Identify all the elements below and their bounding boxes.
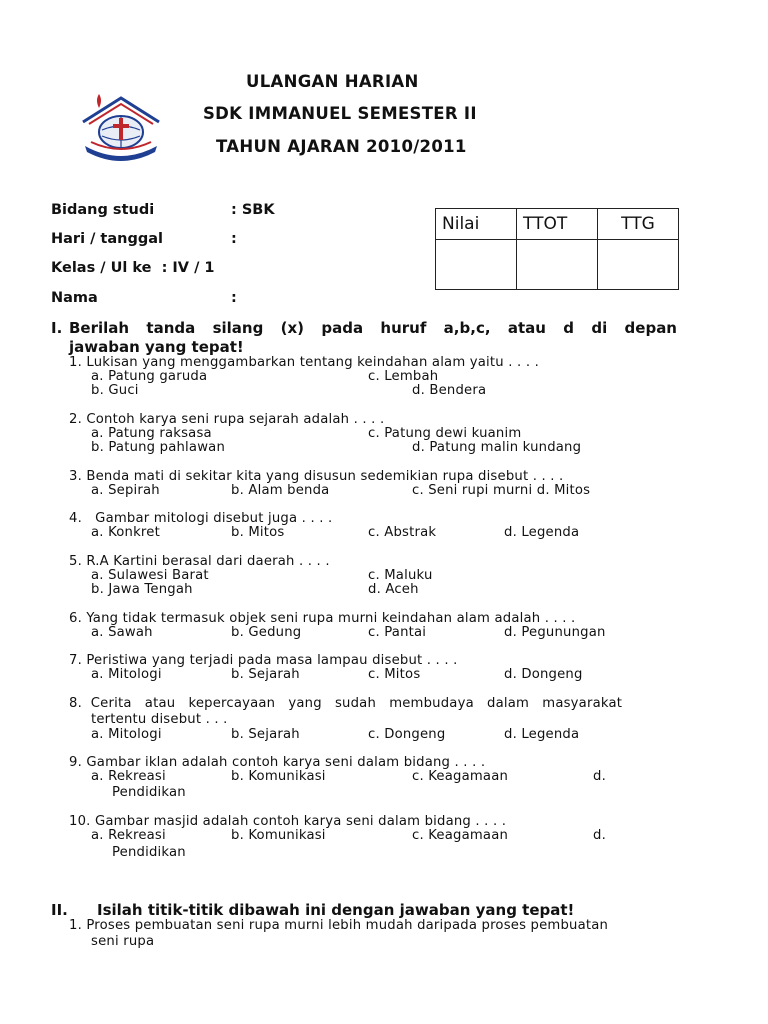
q3-option-a: a. Sepirah — [91, 483, 160, 498]
q6-option-b: b. Gedung — [231, 625, 302, 640]
kelas-line: Kelas / Ul ke : IV / 1 — [51, 260, 215, 276]
question-10: 10. Gambar masjid adalah contoh karya seni dalam bidang . . . . — [69, 814, 507, 829]
q5-option-b: b. Jawa Tengah — [91, 582, 193, 597]
q5-option-a: a. Sulawesi Barat — [91, 568, 209, 583]
section-2-question-1-line1: 1. Proses pembuatan seni rupa murni lebih mudah daripada proses pembuatan — [69, 918, 609, 933]
q9-option-b: b. Komunikasi — [231, 769, 326, 784]
q6-option-c: c. Pantai — [368, 625, 427, 640]
q9-option-a: a. Rekreasi — [91, 769, 166, 784]
q9-option-d: d. — [593, 769, 606, 784]
school-logo — [75, 92, 167, 168]
bidang-label: Bidang studi — [51, 202, 155, 218]
q6-option-d: d. Pegunungan — [504, 625, 606, 640]
score-cell-ttg[interactable] — [598, 240, 679, 290]
section-1-instruction-line1: Berilah tanda silang (x) pada huruf a,b,c, atau d di depan — [69, 319, 677, 337]
section-2-question-1-line2: seni rupa — [91, 934, 155, 949]
q8-option-b: b. Sejarah — [231, 727, 300, 742]
q1-option-b: b. Guci — [91, 383, 139, 398]
question-5: 5. R.A Kartini berasal dari daerah . . . . — [69, 554, 330, 569]
score-header-ttg: TTG — [598, 209, 679, 240]
question-8-line1: 8. Cerita atau kepercayaan yang sudah membudaya dalam masyarakat — [69, 696, 623, 711]
school-emblem-icon — [75, 92, 167, 168]
q10-option-d-cont: Pendidikan — [112, 845, 186, 860]
q10-option-b: b. Komunikasi — [231, 828, 326, 843]
question-2: 2. Contoh karya seni rupa sejarah adalah . . . . — [69, 412, 385, 427]
question-6: 6. Yang tidak termasuk objek seni rupa murni keindahan alam adalah . . . . — [69, 611, 576, 626]
question-9: 9. Gambar iklan adalah contoh karya seni dalam bidang . . . . — [69, 755, 486, 770]
question-1: 1. Lukisan yang menggambarkan tentang keindahan alam yaitu . . . . — [69, 355, 539, 370]
q5-option-c: c. Maluku — [368, 568, 433, 583]
q7-option-d: d. Dongeng — [504, 667, 583, 682]
nama-label: Nama — [51, 290, 98, 306]
q2-option-c: c. Patung dewi kuanim — [368, 426, 522, 441]
q8-option-d: d. Legenda — [504, 727, 580, 742]
section-2-instruction: Isilah titik-titik dibawah ini dengan jawaban yang tepat! — [97, 901, 575, 919]
q4-option-c: c. Abstrak — [368, 525, 437, 540]
q9-option-d-cont: Pendidikan — [112, 785, 186, 800]
q4-option-d: d. Legenda — [504, 525, 580, 540]
nama-value: : — [231, 290, 237, 306]
q10-option-d: d. — [593, 828, 606, 843]
q5-option-d: d. Aceh — [368, 582, 419, 597]
q10-option-a: a. Rekreasi — [91, 828, 166, 843]
q3-option-b: b. Alam benda — [231, 483, 330, 498]
q1-option-a: a. Patung garuda — [91, 369, 208, 384]
section-1-instruction-line2: jawaban yang tepat! — [69, 338, 244, 356]
question-7: 7. Peristiwa yang terjadi pada masa lampau disebut . . . . — [69, 653, 458, 668]
q9-option-c: c. Keagamaan — [412, 769, 509, 784]
score-table — [435, 208, 679, 290]
q2-option-b: b. Patung pahlawan — [91, 440, 226, 455]
q7-option-c: c. Mitos — [368, 667, 421, 682]
q2-option-a: a. Patung raksasa — [91, 426, 212, 441]
score-header-ttot: TTOT — [517, 209, 598, 240]
q8-option-a: a. Mitologi — [91, 727, 162, 742]
q7-option-b: b. Sejarah — [231, 667, 300, 682]
exam-title: ULANGAN HARIAN — [246, 72, 419, 91]
section-2-number: II. — [51, 901, 68, 919]
hari-value: : — [231, 231, 237, 247]
question-8-line2: tertentu disebut . . . — [91, 712, 228, 727]
hari-label: Hari / tanggal — [51, 231, 163, 247]
q4-option-a: a. Konkret — [91, 525, 160, 540]
q8-option-c: c. Dongeng — [368, 727, 446, 742]
school-name: SDK IMMANUEL SEMESTER II — [203, 104, 477, 123]
academic-year: TAHUN AJARAN 2010/2011 — [216, 137, 467, 156]
score-cell-ttot[interactable] — [517, 240, 598, 290]
q10-option-c: c. Keagamaan — [412, 828, 509, 843]
q1-option-c: c. Lembah — [368, 369, 439, 384]
section-1-number: I. — [51, 319, 63, 337]
q2-option-d: d. Patung malin kundang — [412, 440, 582, 455]
q1-option-d: d. Bendera — [412, 383, 487, 398]
q3-option-c: c. Seni rupi murni d. Mitos — [412, 483, 591, 498]
q7-option-a: a. Mitologi — [91, 667, 162, 682]
bidang-value: : SBK — [231, 202, 275, 218]
q4-option-b: b. Mitos — [231, 525, 285, 540]
score-header-nilai: Nilai — [436, 209, 517, 240]
question-3: 3. Benda mati di sekitar kita yang disusun sedemikian rupa disebut . . . . — [69, 469, 564, 484]
q6-option-a: a. Sawah — [91, 625, 153, 640]
score-cell-nilai[interactable] — [436, 240, 517, 290]
question-4: 4. Gambar mitologi disebut juga . . . . — [69, 511, 333, 526]
